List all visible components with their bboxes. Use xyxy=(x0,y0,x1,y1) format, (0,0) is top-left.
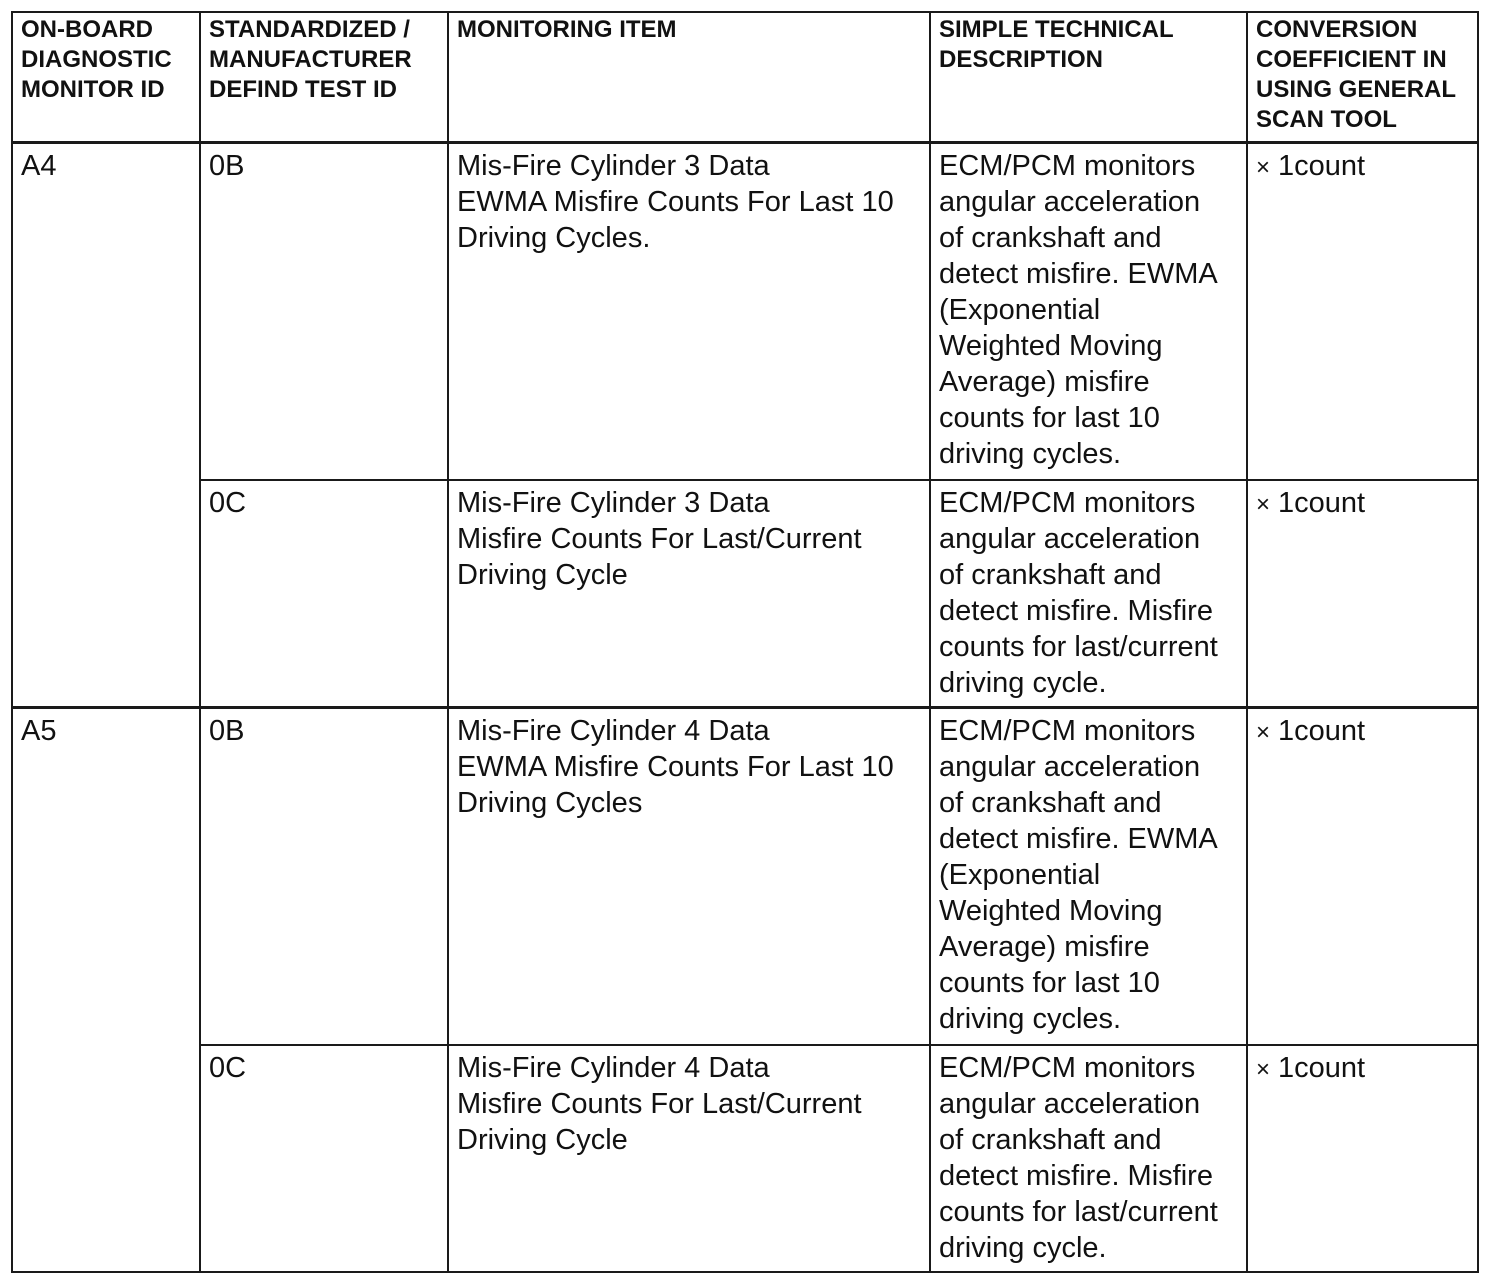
header-coefficient: CONVERSION COEFFICIENT IN USING GENERAL SCAN TOOL xyxy=(1247,12,1478,143)
coefficient-cell xyxy=(1247,143,1478,481)
description-cell: ECM/PCM monitors angular acceleration of crankshaft and detect misfire. EWMA (Exponential Weighted Moving Average) misfire counts for last 10 driving cycles. xyxy=(930,143,1247,481)
coefficient-cell xyxy=(1247,707,1478,1045)
coefficient-value: 1count xyxy=(1278,150,1366,182)
table-row xyxy=(12,1045,1478,1272)
multiply-icon: × xyxy=(1256,1056,1271,1084)
coefficient-value: 1count xyxy=(1278,1052,1366,1085)
table-row xyxy=(12,707,1478,1045)
test-id-cell: 0C xyxy=(200,1045,448,1272)
multiply-icon: × xyxy=(1256,491,1271,519)
monitor-id-cell: A5 xyxy=(12,707,200,1272)
test-id-cell: 0C xyxy=(200,480,448,707)
description-cell: ECM/PCM monitors angular acceleration of crankshaft and detect misfire. Misfire counts for last/current driving cycle. xyxy=(930,1045,1247,1272)
monitor-id-cell: A4 xyxy=(12,143,200,708)
description-cell: ECM/PCM monitors angular acceleration of crankshaft and detect misfire. Misfire counts for last/current driving cycle. xyxy=(930,480,1247,707)
coefficient-cell xyxy=(1247,1045,1478,1272)
header-monitor-id: ON-BOARD DIAGNOSTIC MONITOR ID xyxy=(12,12,200,143)
coefficient-cell xyxy=(1247,480,1478,707)
multiply-icon: × xyxy=(1256,154,1271,181)
monitoring-item-cell: Mis-Fire Cylinder 3 Data Misfire Counts For Last/Current Driving Cycle xyxy=(448,480,930,707)
coefficient-value: 1count xyxy=(1278,487,1366,520)
header-monitoring-item: MONITORING ITEM xyxy=(448,12,930,143)
table-row xyxy=(12,143,1478,481)
monitoring-item-cell: Mis-Fire Cylinder 3 Data EWMA Misfire Counts For Last 10 Driving Cycles. xyxy=(448,143,930,481)
table-row xyxy=(12,480,1478,707)
monitor-table xyxy=(11,11,1479,1273)
header-row xyxy=(12,12,1478,143)
monitoring-item-cell: Mis-Fire Cylinder 4 Data Misfire Counts For Last/Current Driving Cycle xyxy=(448,1045,930,1272)
coefficient-value: 1count xyxy=(1278,714,1366,747)
test-id-cell: 0B xyxy=(200,707,448,1045)
test-id-cell: 0B xyxy=(200,143,448,481)
multiply-icon: × xyxy=(1256,718,1271,746)
header-description: SIMPLE TECHNICAL DESCRIPTION xyxy=(930,12,1247,143)
header-test-id: STANDARDIZED / MANUFACTURER DEFIND TEST ID xyxy=(200,12,448,143)
description-cell: ECM/PCM monitors angular acceleration of crankshaft and detect misfire. EWMA (Exponential Weighted Moving Average) misfire counts for last 10 driving cycles. xyxy=(930,707,1247,1045)
monitoring-item-cell: Mis-Fire Cylinder 4 Data EWMA Misfire Counts For Last 10 Driving Cycles xyxy=(448,707,930,1045)
